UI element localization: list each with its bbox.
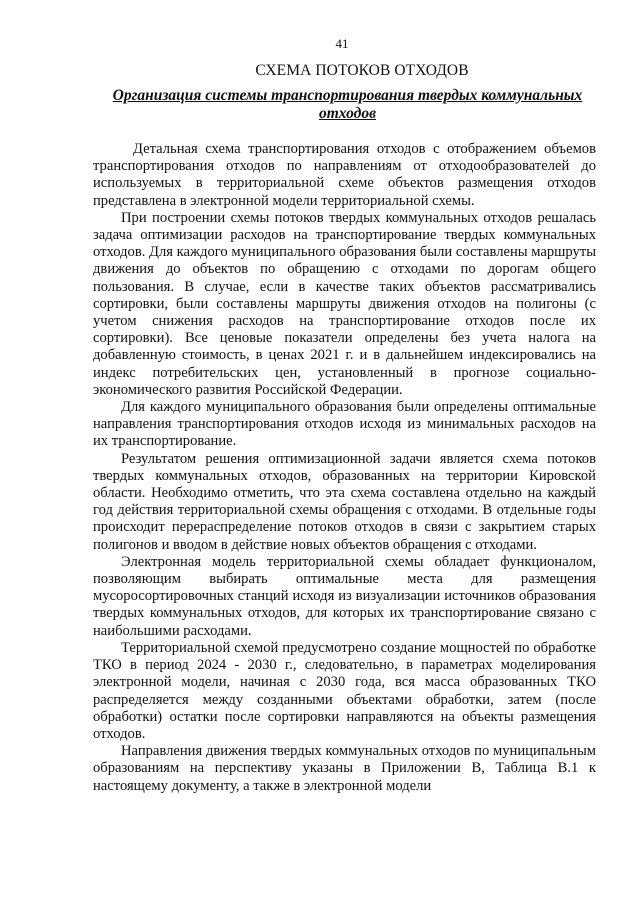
paragraph: При построении схемы потоков твердых коммунальных отходов решалась задача оптимизации расходов на транспортирование твердых коммунальных отходов. Для каждого муниципального образования были составлены маршруты движения до объектов по обращению с отходами по дорогам общего пользования. В случае, если в качестве таких объектов рассматривались сортировки, были составлены маршруты движения отходов на полигоны (с учетом снижения расходов на транспортирование отходов после их сортировки). Все ценовые показатели определены без учета налога на добавленную стоимость, в ценах 2021 г. и в дальнейшем индексировались на индекс потребительских цен, установленный в прогнозе социально-экономического развития Российской Федерации. [93, 209, 596, 398]
paragraph: Направления движения твердых коммунальных отходов по муниципальным образованиям на перспективу указаны в Приложении В, Таблица В.1 к настоящему документу, а также в электронной модели [93, 743, 596, 794]
section-title: СХЕМА ПОТОКОВ ОТХОДОВ [255, 62, 469, 79]
subtitle-heading: Организация системы транспортирования твердых коммунальных отходов [112, 87, 583, 122]
paragraph: Для каждого муниципального образования были определены оптимальные направления транспортирования отходов исходя из минимальных расходов на их транспортирование. [93, 399, 596, 450]
paragraph: Территориальной схемой предусмотрено создание мощностей по обработке ТКО в период 2024 - 2030 г., следовательно, в параметрах моделирования электронной модели, начиная с 2030 года, вся масса образованных ТКО распределяется между созданными объектами обработки, затем (после обработки) остатки после сортировки направляются на объекты размещения отходов. [93, 639, 596, 742]
paragraph: Детальная схема транспортирования отходов с отображением объемов транспортирования отходов по направлениям от отходообразователей до используемых в территориальной схеме объектов размещения отходов представлена в электронной модели территориальной схемы. [93, 141, 596, 209]
paragraph: Электронная модель территориальной схемы обладает функционалом, позволяющим выбирать оптимальные места для размещения мусоросортировочных станций исходя из визуализации источников образования твердых коммунальных отходов, для которых их транспортирование связано с наибольшими расходами. [93, 553, 596, 639]
body-text [93, 141, 596, 795]
paragraph: Результатом решения оптимизационной задачи является схема потоков твердых коммунальных отходов, образованных на территории Кировской области. Необходимо отметить, что эта схема составлена отдельно на каждый год действия территориальной схемы обращения с отходами. В отдельные годы происходит перераспределение потоков отходов в связи с закрытием старых полигонов и вводом в действие новых объектов обращения с отходами. [93, 450, 596, 553]
page-number: 41 [335, 36, 349, 51]
